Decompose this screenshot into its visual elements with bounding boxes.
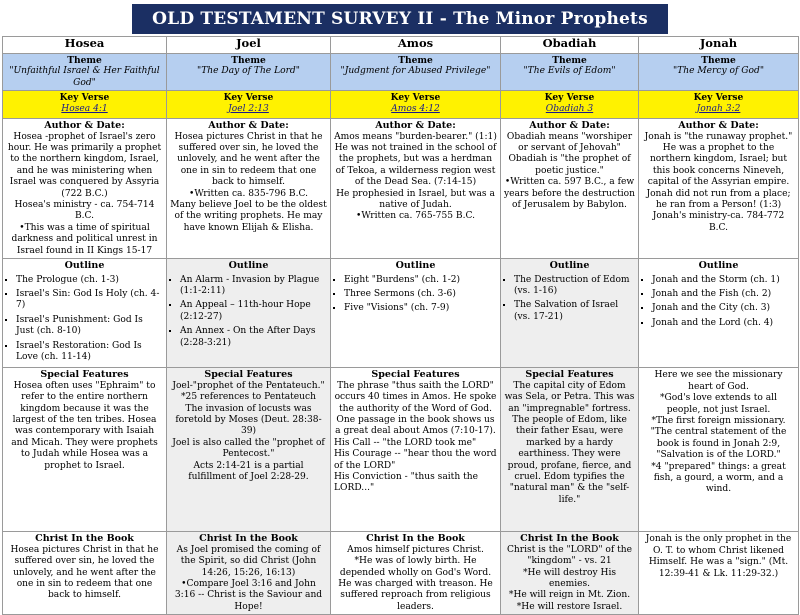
outline-cell <box>3 259 167 368</box>
outline-label: Outline <box>395 260 436 272</box>
author-label: Author & Date: <box>678 120 759 132</box>
special-text: Here we see the missionary heart of God. <box>654 370 783 392</box>
christ-text: Amos himself pictures Christ. <box>347 544 484 555</box>
christ-label: Christ In the Book <box>520 533 619 545</box>
christ-text: •Compare Joel 3:16 and John 3:16 -- Christ is the Saviour and Hope! <box>174 578 323 612</box>
author-label: Author & Date: <box>44 120 125 132</box>
key-verse-label: Key Verse <box>544 92 595 104</box>
outline-cell <box>639 259 799 368</box>
special-text: "The central statement of the book is found in Jonah 2:9, "Salvation is of the LORD." <box>650 427 787 461</box>
theme-text: "Unfaithful Israel & Her Faithful God" <box>9 66 160 88</box>
special-cell <box>167 368 331 532</box>
special-label: Special Features <box>40 369 129 381</box>
author-text: •Written ca. 597 B.C., a few years before the destruction of Jerusalem by Babylon. <box>504 177 636 211</box>
survey-table <box>2 36 799 615</box>
key-verse-label: Key Verse <box>390 92 441 104</box>
author-text: Jonah did not run from a place; he ran from a Person! (1:3) <box>646 188 791 211</box>
special-label: Special Features <box>371 369 460 381</box>
outline-cell <box>167 259 331 368</box>
outline-list <box>6 275 163 364</box>
theme-label: Theme <box>398 55 433 66</box>
special-text: *God's love extends to all people, not just Israel. <box>660 393 777 415</box>
key-verse-label: Key Verse <box>693 92 744 104</box>
christ-text: *He will destroy His enemies. <box>522 567 617 589</box>
key-verse-link[interactable]: Amos 4:12 <box>391 103 440 114</box>
author-cell <box>331 119 501 259</box>
author-cell <box>167 119 331 259</box>
christ-text: *He was of lowly birth. He depended wholly on God's Word. He was charged with treason. He suffered reproach from religious leaders. <box>338 556 493 612</box>
special-text: His Call -- "the LORD took me" <box>334 437 477 448</box>
author-cell <box>639 119 799 259</box>
christ-text: Hosea pictures Christ in that he suffered over sin, he loved the unlovely, and he went after the one in sin to redeem that one back to himself. <box>10 544 159 601</box>
outline-item: ▪ Jonah and the City (ch. 3) <box>652 303 795 314</box>
christ-text: As Joel promised the coming of the Spirit, so did Christ (John 14:26, 15:26, 16:13) <box>176 544 321 578</box>
outline-list <box>170 275 327 349</box>
author-row <box>3 119 799 259</box>
outline-item: ▪ Jonah and the Lord (ch. 4) <box>652 318 795 329</box>
outline-list <box>504 275 635 324</box>
book-name: Jonah <box>639 37 799 54</box>
author-cell <box>3 119 167 259</box>
theme-text: "Judgment for Abused Privilege" <box>340 66 491 77</box>
author-text: Hosea pictures Christ in that he suffered over sin, he loved the unlovely, and he went after the one in sin to redeem that one back to himself. <box>174 131 323 188</box>
special-text: Joel is also called the "prophet of Pentecost." <box>172 437 325 460</box>
christ-label: Christ In the Book <box>366 533 465 545</box>
key-verse-label: Key Verse <box>223 92 274 104</box>
special-cell <box>639 368 799 532</box>
special-text: *25 references to Pentateuch <box>181 392 316 403</box>
author-text: Amos means "burden-bearer." (1:1) He was not trained in the school of the prophets, but was a herdman of Tekoa, a wilderness region west of the Dead Sea. (7:14-15) <box>334 131 497 188</box>
outline-item: ▪ The Prologue (ch. 1-3) <box>16 275 163 286</box>
outline-label: Outline <box>228 260 269 272</box>
outline-list <box>642 275 795 330</box>
book-name: Hosea <box>3 37 167 54</box>
christ-text: *He will reign in Mt. Zion. <box>508 590 631 601</box>
christ-text: Jonah is the only prophet in the O. T. to whom Christ likened Himself. He was a "sign." (Mt. 12:39-41 & Lk. 11:29-32.) <box>645 534 792 579</box>
theme-label: Theme <box>552 55 587 66</box>
special-text: Acts 2:14-21 is a partial fulfillment of Joel 2:28-29. <box>188 460 309 482</box>
author-text: •Written ca. 835-796 B.C. <box>188 188 309 199</box>
book-name: Obadiah <box>501 37 639 54</box>
theme-cell <box>639 54 799 91</box>
theme-text: "The Day of The Lord" <box>197 66 300 77</box>
christ-row <box>3 532 799 615</box>
theme-row <box>3 54 799 91</box>
theme-cell <box>167 54 331 91</box>
outline-item: ▪ The Salvation of Israel (vs. 17-21) <box>514 300 635 323</box>
christ-cell <box>501 532 639 615</box>
theme-cell <box>331 54 501 91</box>
outline-item: ▪ The Destruction of Edom (vs. 1-16) <box>514 275 635 298</box>
author-text: He prophesied in Israel, but was a native of Judah. <box>336 188 495 211</box>
outline-item: ▪ Israel's Sin: God Is Holy (ch. 4-7) <box>16 289 163 312</box>
outline-item: ▪ An Appeal – 11th-hour Hope (2:12-27) <box>180 300 327 323</box>
key-verse-link[interactable]: Obadiah 3 <box>545 103 594 114</box>
special-label: Special Features <box>525 369 614 381</box>
outline-item: ▪ Three Sermons (ch. 3-6) <box>344 289 497 300</box>
author-text: Many believe Joel to be the oldest of the writing prophets. He may have known Elijah & Elisha. <box>170 200 327 233</box>
outline-item: ▪ Jonah and the Storm (ch. 1) <box>652 275 795 286</box>
outline-item: ▪ Jonah and the Fish (ch. 2) <box>652 289 795 300</box>
author-text: Hosea -prophet of Israel's zero hour. He was primarily a prophet to the northern kingdom, Israel, and he was ministering when Israel was conquered by Assyria (722 B.C.) <box>7 131 162 199</box>
key-verse-cell <box>331 91 501 119</box>
author-text: •Written ca. 765-755 B.C. <box>355 211 476 222</box>
key-verse-cell <box>167 91 331 119</box>
outline-item: ▪ Eight "Burdens" (ch. 1-2) <box>344 275 497 286</box>
special-features-row <box>3 368 799 532</box>
outline-cell <box>331 259 501 368</box>
christ-text: Christ is the "LORD" of the "kingdom" - vs. 21 <box>506 544 633 567</box>
special-label: Special Features <box>204 369 293 381</box>
special-text: His Courage -- "hear thou the word of the LORD" <box>334 449 497 471</box>
outline-label: Outline <box>549 260 590 272</box>
outline-item: ▪ An Annex - On the After Days (2:28-3:21) <box>180 326 327 349</box>
author-text: Jonah is "the runaway prophet." He was a prophet to the northern kingdom, Israel; but this book concerns Nineveh, capital of the Assyrian empire. <box>644 131 793 188</box>
special-text: The invasion of locusts was foretold by Moses (Deut. 28:38-39) <box>175 403 322 437</box>
key-verse-cell <box>501 91 639 119</box>
outline-row <box>3 259 799 368</box>
key-verse-link[interactable]: Hosea 4:1 <box>61 103 108 114</box>
special-text: His Conviction - "thus saith the LORD..." <box>334 472 478 494</box>
theme-label: Theme <box>231 55 266 66</box>
key-verse-link[interactable]: Jonah 3:2 <box>696 103 741 114</box>
theme-label: Theme <box>67 55 102 66</box>
special-text: *The first foreign missionary. <box>651 415 786 426</box>
author-label: Author & Date: <box>375 120 456 132</box>
special-text: The phrase "thus saith the LORD" occurs 40 times in Amos. He spoke the authority of the Word of God. One passage in the book shows us a great deal about Amos (7:10-17). <box>334 380 497 437</box>
outline-list <box>334 275 497 315</box>
theme-cell <box>501 54 639 91</box>
christ-cell <box>167 532 331 615</box>
special-cell <box>3 368 167 532</box>
special-text: The capital city of Edom was Sela, or Petra. This was an "impregnable" fortress. The people of Edom, like their father Esau, were marked by a hardy earthiness. They were proud, profane, fierce, and cruel. Edom typifies the "natural man" & the "self-life." <box>504 380 635 505</box>
outline-item: ▪ An Alarm - Invasion by Plague (1:1-2:11) <box>180 275 327 298</box>
book-name: Joel <box>167 37 331 54</box>
outline-cell <box>501 259 639 368</box>
outline-label: Outline <box>698 260 739 272</box>
theme-text: "The Mercy of God" <box>672 66 764 77</box>
key-verse-label: Key Verse <box>59 92 110 104</box>
christ-cell <box>639 532 799 615</box>
author-label: Author & Date: <box>529 120 610 132</box>
author-text: Obadiah means "worshiper or servant of Jehovah" <box>506 131 633 154</box>
page-title: OLD TESTAMENT SURVEY II - The Minor Prophets <box>132 4 668 34</box>
outline-item: ▪ Israel's Punishment: God Is Just (ch. 8-10) <box>16 315 163 338</box>
special-cell <box>331 368 501 532</box>
christ-label: Christ In the Book <box>35 533 134 545</box>
theme-cell <box>3 54 167 91</box>
book-name: Amos <box>331 37 501 54</box>
theme-label: Theme <box>701 55 736 66</box>
author-label: Author & Date: <box>208 120 289 132</box>
author-cell <box>501 119 639 259</box>
author-text: Jonah's ministry-ca. 784-772 B.C. <box>652 211 785 233</box>
theme-text: "The Evils of Edom" <box>523 66 616 77</box>
special-text: *4 "prepared" things: a great fish, a gourd, a worm, and a wind. <box>651 461 786 495</box>
author-text: Hosea's ministry - ca. 754-714 B.C. <box>14 200 155 222</box>
author-text: •This was a time of spiritual darkness and political unrest in Israel found in II Kings 15-17 <box>11 222 158 256</box>
christ-text: *He will restore Israel. <box>516 601 623 612</box>
key-verse-cell <box>3 91 167 119</box>
key-verse-link[interactable]: Joel 2:13 <box>228 103 269 114</box>
christ-label: Christ In the Book <box>199 533 298 545</box>
key-verse-cell <box>639 91 799 119</box>
special-cell <box>501 368 639 532</box>
outline-label: Outline <box>64 260 105 272</box>
author-text: Obadiah is "the prophet of poetic justice." <box>508 154 631 176</box>
book-header-row <box>3 37 799 54</box>
special-text: Hosea often uses "Ephraim" to refer to the entire northern kingdom because it was the largest of the ten tribes. Hosea was contemporary with Isaiah and Micah. They were prophets to Judah while Hosea was a prophet to Israel. <box>11 380 158 471</box>
outline-item: ▪ Israel's Restoration: God Is Love (ch. 11-14) <box>16 341 163 364</box>
christ-cell <box>331 532 501 615</box>
special-text: Joel-"prophet of the Pentateuch." <box>172 380 325 391</box>
outline-item: ▪ Five "Visions" (ch. 7-9) <box>344 303 497 314</box>
key-verse-row <box>3 91 799 119</box>
christ-cell <box>3 532 167 615</box>
